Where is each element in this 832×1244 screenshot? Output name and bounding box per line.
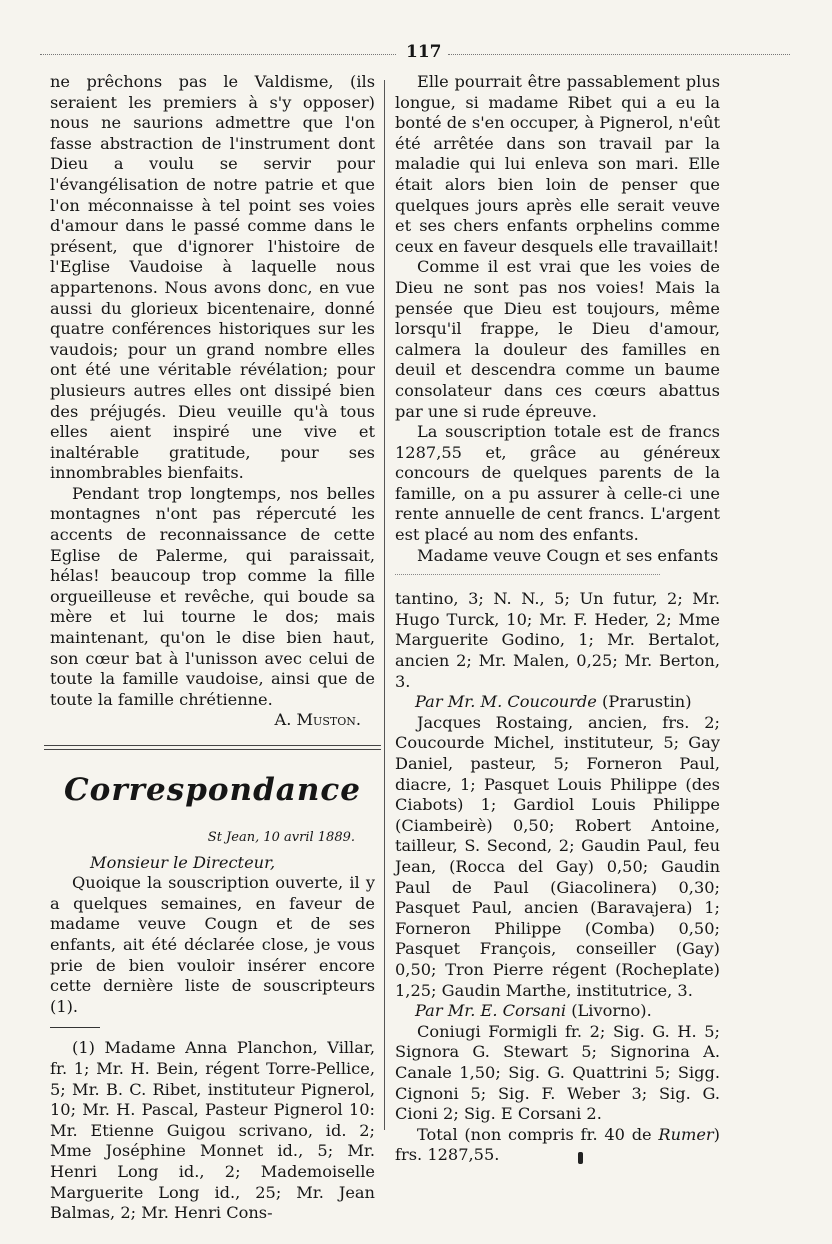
group-collector: Par Mr. E. Corsani: [415, 1001, 567, 1021]
letter-paragraph: La souscription totale est de francs 1287,55 et, grâce au généreux concours de quelques parents de la famille, on a pu assurer à celle-ci une rente annuelle de cent francs. L'argent est placé au nom des enfants.: [395, 422, 720, 545]
ink-mark: [578, 1152, 583, 1164]
page-header: [40, 42, 790, 62]
subscription-list: Coniugi Formigli fr. 2; Sig. G. H. 5; Signora G. Stewart 5; Signorina A. Canale 1,50; Sig. G. Quattrini 5; Sigg. Cignoni 5; Sig. F. Weber 3; Sig. G. Cioni 2; Sig. E Corsani 2.: [395, 1021, 720, 1124]
total-name: Rumer: [658, 1124, 714, 1144]
footnote-text: (1) Madame Anna Planchon, Villar, fr. 1; Mr. H. Bein, régent Torre-Pellice, 5; Mr. B. C. Ribet, instituteur Pignerol, 10; Mr. H. Pascal, Pasteur Pignerol 10: Mr. Etienne Guigou scrivano, id. 2; Mme Joséphine Monnet id., 5; Mr. Henri Long id., 2; Mademoiselle Marguerite Long id., 25; Mr. Jean Balmas, 2; Mr. Henri Cons-: [50, 1038, 375, 1223]
article-signature: A. Muston.: [274, 710, 361, 730]
letter-paragraph: Comme il est vrai que les voies de Dieu ne sont pas nos voies! Mais la pensée que Dieu est toujours, même lorsqu'il frappe, le Dieu d'amour, calmera la douleur des familles en deuil et descendra comme un baume consolateur dans ces cœurs abattus par une si rude épreuve.: [395, 257, 720, 421]
group-collector: Par Mr. M. Coucourde: [415, 692, 597, 712]
total-suffix: ) frs. 1287,55.: [395, 1124, 720, 1165]
group-location: (Livorno).: [571, 1001, 652, 1021]
footnote-separator: [395, 574, 660, 575]
header-rule-right: [448, 54, 790, 55]
footnote-continuation: tantino, 3; N. N., 5; Un futur, 2; Mr. Hugo Turck, 10; Mr. F. Heder, 2; Mme Marguerite Godino, 1; Mr. Bertalot, ancien 2; Mr. Malen, 0,25; Mr. Berton, 3.: [395, 589, 720, 691]
letter-dateline: St Jean, 10 avril 1889.: [207, 830, 355, 845]
subscription-list: Jacques Rostaing, ancien, frs. 2; Coucourde Michel, instituteur, 5; Gay Daniel, pasteur, 5; Forneron Paul, diacre, 1; Pasquet Louis Philippe (des Ciabots) 1; Gardiol Louis Philippe (Ciambeirè) 0,50; Robert Antoine, tailleur, S. Second, 2; Gaudin Paul, feu Jean, (Rocca del Gay) 0,50; Gaudin Paul de Paul (Giacolinera) 0,30; Pasquet Paul, ancien (Baravajera) 1; Forneron Philippe (Comba) 0,50; Pasquet François, conseiller (Gay) 0,50; Tron Pierre régent (Rocheplate) 1,25; Gaudin Marthe, institutrice, 3.: [395, 712, 720, 1000]
footnote-rule: [50, 1027, 100, 1028]
group-location: (Prarustin): [602, 692, 692, 712]
page-number: 117: [406, 42, 442, 62]
total-prefix: Total (non compris fr. 40 de: [417, 1124, 659, 1144]
column-divider: [384, 80, 385, 1130]
right-column: [395, 72, 720, 1166]
subscription-group-heading: [395, 1001, 720, 1022]
letter-paragraph: Elle pourrait être passablement plus longue, si madame Ribet qui a eu la bonté de s'en occuper, à Pignerol, n'eût été arrêtée dans son travail par la maladie qui lui enleva son mari. Elle était alors bien loin de penser que quelques jours après elle serait veuve et ses chers enfants orphelins comme ceux en faveur desquels elle travaillait!: [395, 72, 720, 256]
section-rule: [44, 745, 381, 750]
subscription-total: [395, 1125, 720, 1166]
section-title: Correspondance: [64, 772, 361, 808]
left-column: [50, 72, 375, 1224]
letter-body: Quoique la souscription ouverte, il y a quelques semaines, en faveur de madame veuve Cougn et de ses enfants, ait été déclarée close, je vous prie de bien vouloir insérer encore cette dernière liste de souscripteurs (1).: [50, 873, 375, 1016]
subscription-group-heading: [395, 692, 720, 713]
letter-salutation: Monsieur le Directeur,: [90, 852, 276, 872]
header-rule-left: [40, 54, 396, 55]
article-paragraph: ne prêchons pas le Valdisme, (ils seraient les premiers à s'y opposer) nous ne saurions admettre que l'on fasse abstraction de l'instrument dont Dieu a voulu se servir pour l'évangélisation de notre patrie et que l'on méconnaisse à tel point ses voies d'amour dans le passé comme dans le présent, que d'ignorer l'histoire de l'Eglise Vaudoise à laquelle nous appartenons. Nous avons donc, en vue aussi du glorieux bicentenaire, donné quatre conférences historiques sur les vaudois; pour un grand nombre elles ont été une véritable révélation; pour plusieurs autres elles ont dissipé bien des préjugés. Dieu veuille qu'à tous elles aient inspiré une vive et inaltérable gratitude, pour ses innombrables bienfaits.: [50, 72, 375, 483]
article-paragraph: Pendant trop longtemps, nos belles montagnes n'ont pas répercuté les accents de reconnaissance de cette Eglise de Palerme, qui paraissait, hélas! beaucoup trop comme la fille orgueilleuse et revêche, qui boude sa mère et lui tourne le dos; mais maintenant, qu'on le dise bien haut, son cœur bat à l'unisson avec celui de toute la famille vaudoise, ainsi que de toute la famille chrétienne.: [50, 483, 375, 709]
letter-closing: Madame veuve Cougn et ses enfants: [417, 545, 719, 565]
